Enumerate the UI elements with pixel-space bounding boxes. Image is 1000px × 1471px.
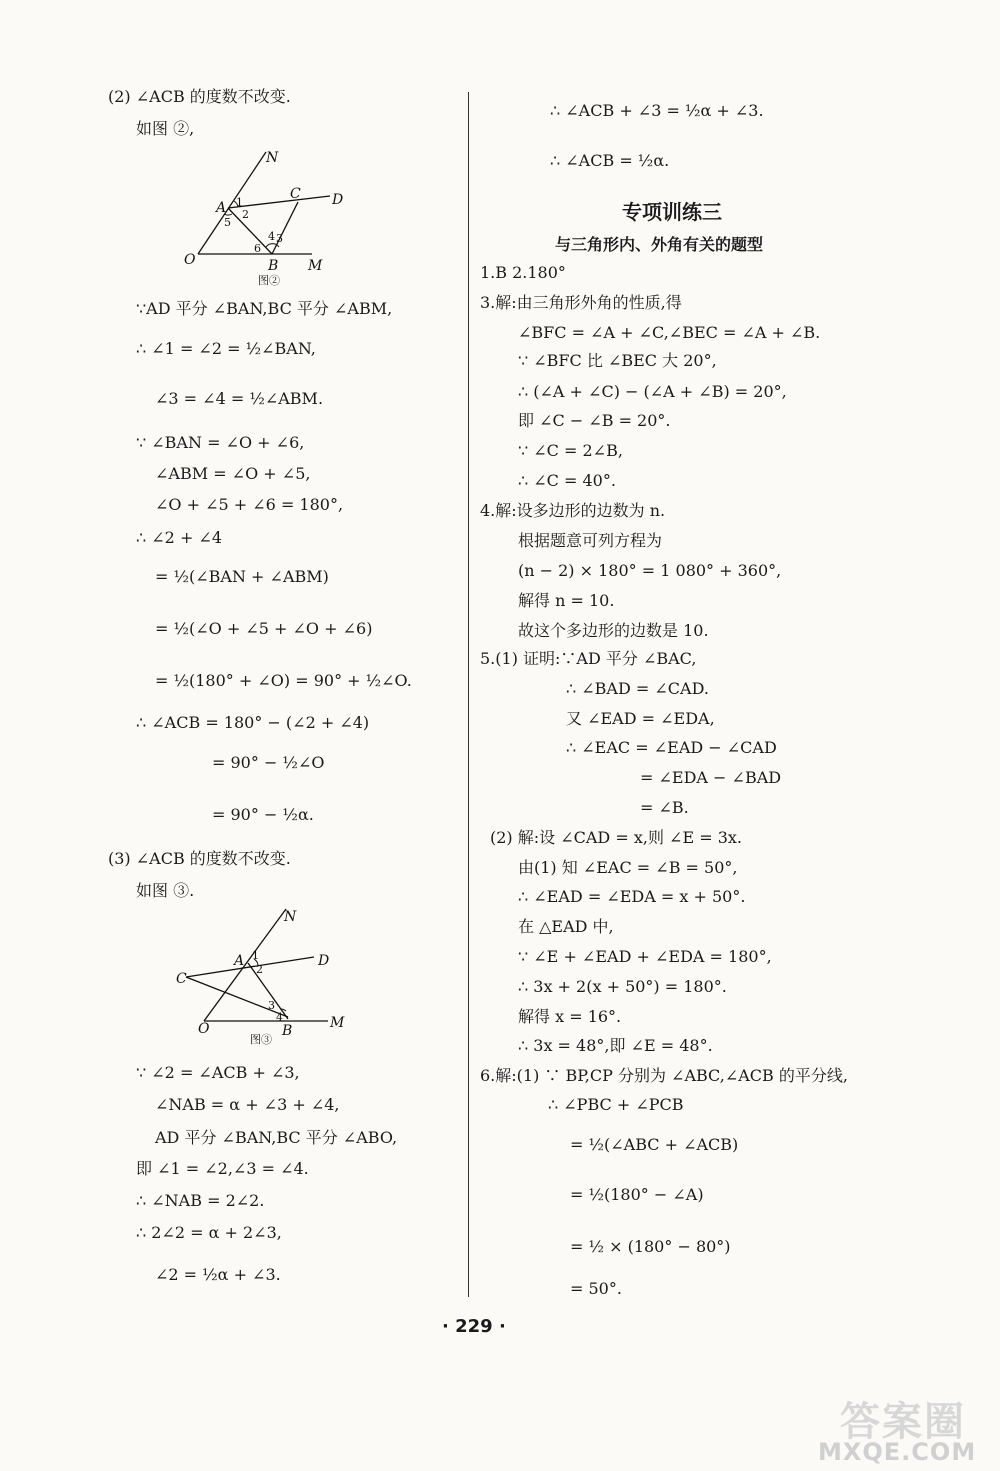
line: 故这个多边形的边数是 10. xyxy=(518,621,709,640)
line: ∴ (∠A + ∠C) − (∠A + ∠B) = 20°, xyxy=(518,382,787,401)
line: ∵ ∠BFC 比 ∠BEC 大 20°, xyxy=(518,351,717,370)
line: = ½(∠O + ∠5 + ∠O + ∠6) xyxy=(155,619,373,638)
line: 解得 x = 16°. xyxy=(518,1007,622,1026)
svg-text:N: N xyxy=(266,150,279,166)
line: 即 ∠1 = ∠2,∠3 = ∠4. xyxy=(136,1159,309,1178)
svg-text:A: A xyxy=(234,953,245,969)
figure-2 xyxy=(178,150,358,290)
svg-text:M: M xyxy=(308,258,323,274)
svg-text:O: O xyxy=(198,1021,210,1037)
line: ∴ ∠EAC = ∠EAD − ∠CAD xyxy=(566,738,777,757)
line: = 90° − ½∠O xyxy=(212,753,325,772)
svg-text:B: B xyxy=(282,1023,293,1039)
figure-3 xyxy=(172,905,352,1045)
line: 1.B 2.180° xyxy=(480,263,566,282)
line: = ½(180° − ∠A) xyxy=(570,1185,704,1204)
line: ∴ ∠1 = ∠2 = ½∠BAN, xyxy=(136,339,316,358)
line: 由(1) 知 ∠EAC = ∠B = 50°, xyxy=(518,858,738,877)
line: ∠BFC = ∠A + ∠C,∠BEC = ∠A + ∠B. xyxy=(518,323,821,342)
svg-text:3: 3 xyxy=(268,999,275,1012)
line: 3.解:由三角形外角的性质,得 xyxy=(480,293,682,312)
svg-text:D: D xyxy=(318,953,330,969)
watermark-cn: 答案圈 xyxy=(840,1399,966,1445)
line: 6.解:(1) ∵ BP,CP 分别为 ∠ABC,∠ACB 的平分线, xyxy=(480,1066,848,1085)
line: ∠NAB = α + ∠3 + ∠4, xyxy=(155,1095,340,1114)
line: ∠O + ∠5 + ∠6 = 180°, xyxy=(155,495,344,514)
line: 如图 ②, xyxy=(136,119,195,138)
svg-text:图②: 图② xyxy=(258,274,280,287)
line: ∴ 3x + 2(x + 50°) = 180°. xyxy=(518,977,727,996)
page-number: · 229 · xyxy=(442,1316,506,1337)
line: ∵ ∠E + ∠EAD + ∠EDA = 180°, xyxy=(518,947,772,966)
line: = 90° − ½α. xyxy=(212,805,314,824)
line: ∵ ∠2 = ∠ACB + ∠3, xyxy=(136,1063,300,1082)
line: 4.解:设多边形的边数为 n. xyxy=(480,501,666,520)
line: ∠2 = ½α + ∠3. xyxy=(155,1265,281,1284)
line: 5.(1) 证明:∵AD 平分 ∠BAC, xyxy=(480,649,697,668)
line: = ½(∠ABC + ∠ACB) xyxy=(570,1135,739,1154)
line: ∴ ∠NAB = 2∠2. xyxy=(136,1191,265,1210)
line: = ½(180° + ∠O) = 90° + ½∠O. xyxy=(155,671,412,690)
line: 在 △EAD 中, xyxy=(518,917,614,936)
line: ∠3 = ∠4 = ½∠ABM. xyxy=(155,389,324,408)
svg-text:D: D xyxy=(332,192,344,208)
line: = ½ × (180° − 80°) xyxy=(570,1237,731,1256)
line: = ∠EDA − ∠BAD xyxy=(640,768,782,787)
watermark xyxy=(800,1390,990,1465)
line: ∴ ∠ACB = ½α. xyxy=(550,151,670,170)
line: = 50°. xyxy=(570,1279,622,1298)
svg-text:C: C xyxy=(290,186,301,202)
line: ∵ ∠BAN = ∠O + ∠6, xyxy=(136,433,305,452)
svg-text:O: O xyxy=(184,252,196,268)
svg-text:M: M xyxy=(330,1015,345,1031)
line: 解得 n = 10. xyxy=(518,591,615,610)
line: ∵ ∠C = 2∠B, xyxy=(518,441,623,460)
watermark-en: MXQE.COM xyxy=(818,1438,977,1466)
line: ∵AD 平分 ∠BAN,BC 平分 ∠ABM, xyxy=(136,299,393,318)
svg-text:4: 4 xyxy=(276,1011,283,1024)
svg-text:1: 1 xyxy=(252,949,259,962)
line: ∴ ∠C = 40°. xyxy=(518,471,616,490)
svg-text:4: 4 xyxy=(268,230,275,243)
line: (3) ∠ACB 的度数不改变. xyxy=(108,849,291,868)
line: (2) ∠ACB 的度数不改变. xyxy=(108,87,291,106)
svg-text:2: 2 xyxy=(242,208,249,221)
line: (2) 解:设 ∠CAD = x,则 ∠E = 3x. xyxy=(490,828,742,847)
line: 根据题意可列方程为 xyxy=(518,531,663,550)
section-title: 专项训练三 xyxy=(622,200,722,224)
svg-text:5: 5 xyxy=(224,216,231,229)
line: 即 ∠C − ∠B = 20°. xyxy=(518,411,671,430)
line: ∴ ∠ACB = 180° − (∠2 + ∠4) xyxy=(136,713,370,732)
line: ∴ ∠EAD = ∠EDA = x + 50°. xyxy=(518,887,746,906)
column-divider xyxy=(468,92,469,1297)
section-subtitle: 与三角形内、外角有关的题型 xyxy=(555,235,764,254)
svg-text:C: C xyxy=(176,971,187,987)
line: (n − 2) × 180° = 1 080° + 360°, xyxy=(518,561,782,580)
line: ∴ ∠PBC + ∠PCB xyxy=(548,1095,684,1114)
svg-text:N: N xyxy=(284,909,297,925)
line: ∴ 2∠2 = α + 2∠3, xyxy=(136,1223,282,1242)
svg-text:6: 6 xyxy=(254,242,261,255)
svg-text:2: 2 xyxy=(256,963,263,976)
line: = ½(∠BAN + ∠ABM) xyxy=(155,567,329,586)
line: 又 ∠EAD = ∠EDA, xyxy=(566,709,715,728)
line: AD 平分 ∠BAN,BC 平分 ∠ABO, xyxy=(155,1128,398,1147)
line: ∠ABM = ∠O + ∠5, xyxy=(155,464,311,483)
svg-text:B: B xyxy=(268,258,279,274)
svg-text:图③: 图③ xyxy=(250,1033,272,1045)
svg-text:A: A xyxy=(216,200,227,216)
svg-text:1: 1 xyxy=(236,196,243,209)
line: = ∠B. xyxy=(640,798,689,817)
line: ∴ ∠ACB + ∠3 = ½α + ∠3. xyxy=(550,101,764,120)
line: ∴ 3x = 48°,即 ∠E = 48°. xyxy=(518,1036,713,1055)
svg-text:3: 3 xyxy=(276,232,283,245)
line: ∴ ∠2 + ∠4 xyxy=(136,528,223,547)
line: ∴ ∠BAD = ∠CAD. xyxy=(566,679,709,698)
line: 如图 ③. xyxy=(136,881,195,900)
